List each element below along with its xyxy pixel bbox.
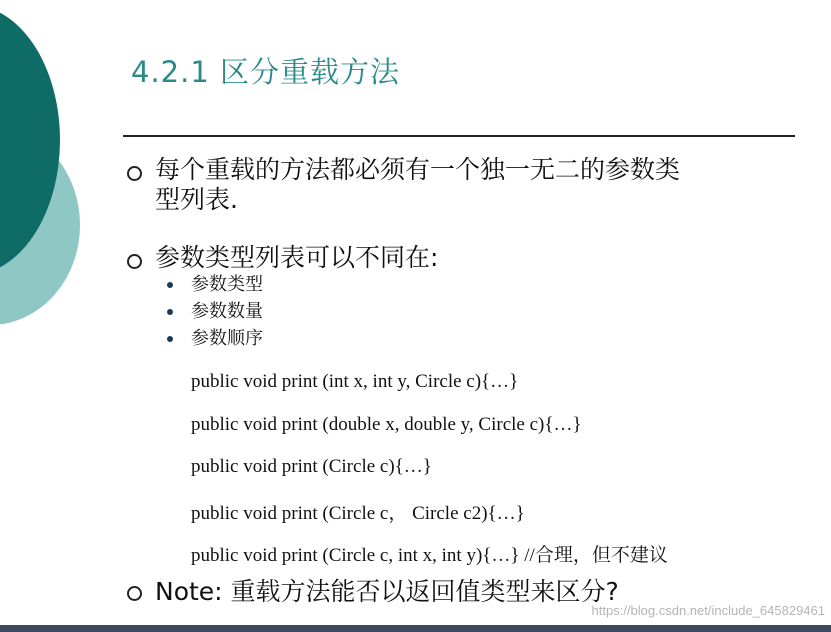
point-2: 参数类型列表可以不同在:: [155, 243, 439, 272]
watermark: https://blog.csdn.net/include_645829461: [591, 603, 825, 618]
code-line: public void print (Circle c， Circle c2){…}: [191, 503, 525, 524]
point-1-line-2: 型列表.: [155, 185, 238, 214]
bottom-bar: [0, 625, 831, 632]
note-text: Note: 重载方法能否以返回值类型来区分?: [155, 577, 619, 606]
code-line: public void print (double x, double y, Circle c){…}: [191, 414, 582, 435]
sub-item-label: 参数类型: [191, 274, 263, 295]
ring-bullet-icon: [127, 166, 142, 181]
ring-bullet-icon: [127, 254, 142, 269]
code-line: public void print (Circle c, int x, int y){…} //合理，但不建议: [191, 545, 668, 566]
code-line: public void print (int x, int y, Circle c){…}: [191, 371, 519, 392]
title-divider: [123, 135, 795, 137]
dot-bullet-icon: [167, 309, 173, 315]
slide-title: 4.2.1 区分重载方法: [131, 55, 401, 89]
point-1-line-1: 每个重载的方法都必须有一个独一无二的参数类: [155, 155, 681, 184]
sub-item-label: 参数数量: [191, 301, 263, 322]
sub-item-label: 参数顺序: [191, 328, 263, 349]
code-line: public void print (Circle c){…}: [191, 456, 432, 477]
dot-bullet-icon: [167, 282, 173, 288]
ring-bullet-icon: [127, 586, 142, 601]
dot-bullet-icon: [167, 336, 173, 342]
